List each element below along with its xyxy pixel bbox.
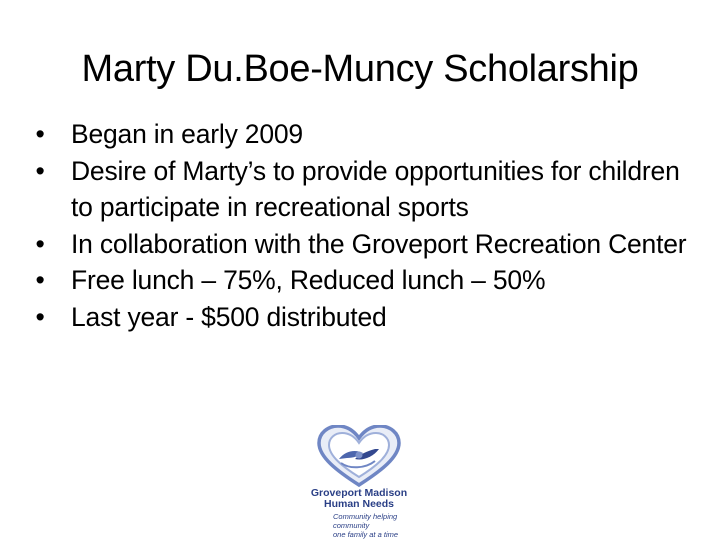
bullet-text: Began in early 2009 bbox=[71, 119, 303, 149]
bullet-item bbox=[30, 262, 702, 299]
bullet-text: In collaboration with the Groveport Recreation Center bbox=[71, 228, 687, 259]
bullet-marker: • bbox=[35, 301, 45, 332]
bullet-item bbox=[30, 226, 702, 263]
heart-icon bbox=[289, 425, 429, 489]
bullet-text: Free lunch – 75%, Reduced lunch – 50% bbox=[71, 265, 546, 295]
organization-logo bbox=[289, 425, 429, 539]
organization-tagline bbox=[333, 512, 425, 539]
organization-name-line: Groveport Madison bbox=[310, 487, 408, 499]
slide-title: Marty Du.Boe-Muncy Scholarship bbox=[81, 48, 639, 90]
bullet-marker: • bbox=[35, 155, 45, 186]
bullet-item bbox=[30, 116, 702, 153]
organization-name-line: Human Needs bbox=[323, 498, 395, 510]
bullet-item bbox=[30, 299, 702, 336]
bullet-item bbox=[30, 153, 702, 226]
tagline-line: one family at a time bbox=[333, 530, 399, 539]
bullet-marker: • bbox=[35, 119, 45, 149]
bullet-text: Last year - $500 distributed bbox=[71, 301, 387, 332]
bullet-list bbox=[30, 116, 702, 335]
bullet-text: Desire of Marty’s to provide opportunities for children to participate in recreational sports bbox=[71, 155, 680, 222]
bullet-marker: • bbox=[35, 228, 45, 259]
bullet-marker: • bbox=[35, 265, 45, 295]
organization-name bbox=[289, 488, 429, 510]
tagline-line: Community helping community bbox=[333, 512, 398, 530]
